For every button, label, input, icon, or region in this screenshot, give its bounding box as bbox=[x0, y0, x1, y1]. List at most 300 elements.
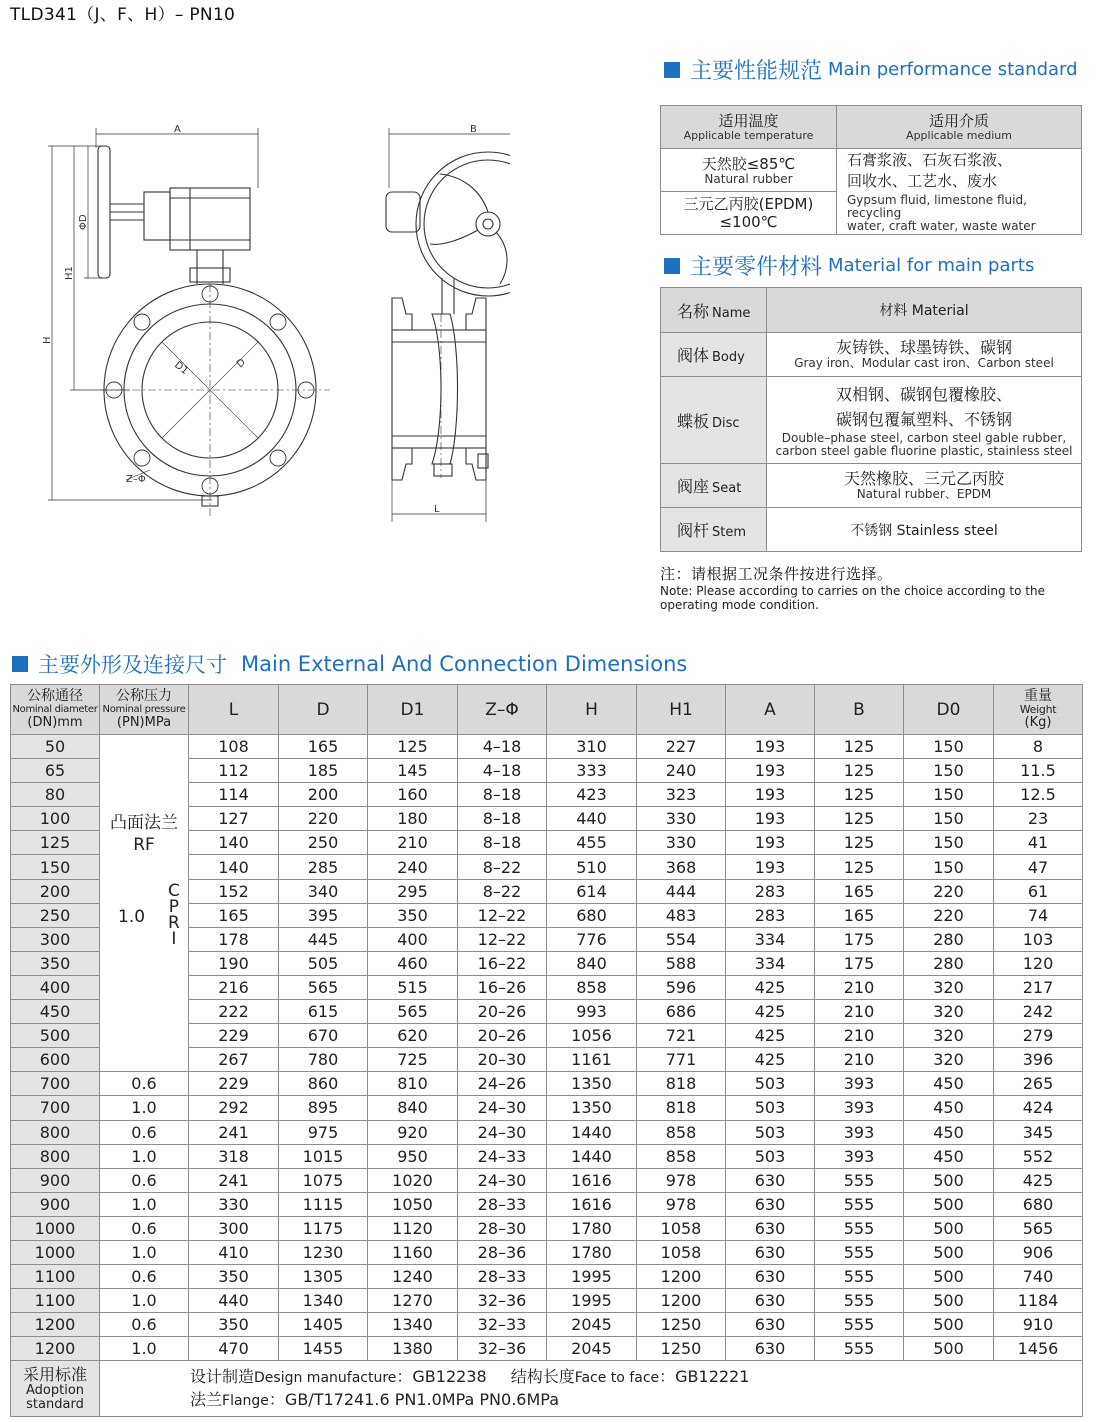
note-cn: 注：请根据工况条件按进行选择。 bbox=[660, 565, 893, 583]
table-row bbox=[11, 1120, 1083, 1144]
dim-cell: 12–22 bbox=[458, 903, 547, 927]
dim-cell: 470 bbox=[189, 1337, 279, 1361]
dim-cell: 310 bbox=[547, 735, 637, 759]
table-row bbox=[11, 1265, 1083, 1289]
pn-cell: 1.0 bbox=[100, 1192, 189, 1216]
dim-cell: 393 bbox=[815, 1096, 904, 1120]
dim-cell: 150 bbox=[904, 831, 994, 855]
dim-cell: 725 bbox=[368, 1048, 458, 1072]
dim-cell: 350 bbox=[189, 1313, 279, 1337]
header-weight-unit: (Kg) bbox=[1024, 715, 1052, 730]
dim-cell: 175 bbox=[815, 927, 904, 951]
dim-cell: 8–18 bbox=[458, 831, 547, 855]
dim-cell: 552 bbox=[994, 1144, 1083, 1168]
dim-cell: 500 bbox=[904, 1337, 994, 1361]
dim-cell: 818 bbox=[637, 1096, 726, 1120]
pn-cell: 1.0 bbox=[100, 1337, 189, 1361]
square-bullet-icon bbox=[664, 258, 680, 274]
dim-cell: 267 bbox=[189, 1048, 279, 1072]
part-name-cn: 阀体 bbox=[677, 346, 710, 365]
dim-cell: 505 bbox=[279, 951, 368, 975]
dim-cell: 16–22 bbox=[458, 951, 547, 975]
dim-cell: 1780 bbox=[547, 1240, 637, 1264]
header-z-phi: Z–Φ bbox=[458, 685, 547, 735]
dim-cell: 8–22 bbox=[458, 855, 547, 879]
dim-cell: 242 bbox=[994, 1000, 1083, 1024]
dim-cell: 596 bbox=[637, 975, 726, 999]
dim-cell: 630 bbox=[726, 1168, 815, 1192]
table-row bbox=[11, 1144, 1083, 1168]
temp-natural-rubber bbox=[661, 149, 837, 192]
dim-cell: 150 bbox=[904, 783, 994, 807]
adoption-cn: 采用标准 bbox=[22, 1364, 87, 1384]
footer-line-1 bbox=[190, 1366, 1082, 1389]
dim-cell: 858 bbox=[637, 1120, 726, 1144]
table-row bbox=[11, 1289, 1083, 1313]
dn-cell: 800 bbox=[11, 1144, 100, 1168]
dim-cell: 320 bbox=[904, 1000, 994, 1024]
dimensions-heading-en: Main External And Connection Dimensions bbox=[241, 652, 688, 676]
dim-cell: 614 bbox=[547, 879, 637, 903]
dim-cell: 330 bbox=[189, 1192, 279, 1216]
dim-cell: 555 bbox=[815, 1216, 904, 1240]
dim-cell: 220 bbox=[279, 807, 368, 831]
header-h: H bbox=[547, 685, 637, 735]
dn-cell: 700 bbox=[11, 1072, 100, 1096]
dim-cell: 1230 bbox=[279, 1240, 368, 1264]
perf-heading-en: Main performance standard bbox=[828, 59, 1078, 80]
dim-cell: 975 bbox=[279, 1120, 368, 1144]
dim-cell: 920 bbox=[368, 1120, 458, 1144]
part-material-stem: 不锈钢 Stainless steel bbox=[767, 508, 1082, 552]
dim-cell: 1440 bbox=[547, 1144, 637, 1168]
dim-cell: 28–33 bbox=[458, 1192, 547, 1216]
dim-cell: 1340 bbox=[279, 1289, 368, 1313]
temp-cn: 天然胶≤85℃ bbox=[701, 155, 796, 173]
part-name-cn: 阀杆 bbox=[677, 521, 710, 540]
dim-cell: 210 bbox=[815, 975, 904, 999]
dim-cell: 858 bbox=[637, 1144, 726, 1168]
dim-cell: 193 bbox=[726, 783, 815, 807]
table-row bbox=[11, 1072, 1083, 1096]
pn-cell: 0.6 bbox=[100, 1072, 189, 1096]
dim-cell: 193 bbox=[726, 759, 815, 783]
dim-cell: 2045 bbox=[547, 1313, 637, 1337]
dim-cell: 280 bbox=[904, 951, 994, 975]
dim-cell: 630 bbox=[726, 1240, 815, 1264]
dim-cell: 175 bbox=[815, 951, 904, 975]
dim-cell: 240 bbox=[637, 759, 726, 783]
dim-cell: 500 bbox=[904, 1289, 994, 1313]
dim-cell: 615 bbox=[279, 1000, 368, 1024]
dim-cell: 140 bbox=[189, 831, 279, 855]
perf-heading-cn: 主要性能规范 bbox=[690, 59, 823, 84]
pn-cell: 0.6 bbox=[100, 1120, 189, 1144]
dim-cell: 1995 bbox=[547, 1289, 637, 1313]
header-en: Applicable medium bbox=[906, 128, 1012, 142]
dim-cell: 978 bbox=[637, 1168, 726, 1192]
dn-cell: 350 bbox=[11, 951, 100, 975]
dim-cell: 425 bbox=[726, 1024, 815, 1048]
header-a: A bbox=[726, 685, 815, 735]
dim-cell: 1250 bbox=[637, 1337, 726, 1361]
dim-cell: 320 bbox=[904, 1024, 994, 1048]
dim-cell: 8 bbox=[994, 735, 1083, 759]
table-row bbox=[11, 1168, 1083, 1192]
dn-cell: 450 bbox=[11, 1000, 100, 1024]
dim-cell: 295 bbox=[368, 879, 458, 903]
medium-en-line1: Gypsum fluid, limestone fluid, recycling bbox=[847, 193, 1027, 220]
dim-cell: 1175 bbox=[279, 1216, 368, 1240]
dim-cell: 11.5 bbox=[994, 759, 1083, 783]
dim-cell: 740 bbox=[994, 1265, 1083, 1289]
dim-cell: 424 bbox=[994, 1096, 1083, 1120]
dim-label-d: D bbox=[234, 356, 248, 371]
material-cn: 天然橡胶、三元乙丙胶 bbox=[843, 469, 1004, 488]
dim-cell: 4–18 bbox=[458, 735, 547, 759]
dim-cell: 1200 bbox=[637, 1289, 726, 1313]
dim-cell: 1305 bbox=[279, 1265, 368, 1289]
dim-label-phid: ΦD bbox=[78, 214, 89, 230]
flange-val: ：GB/T17241.6 PN1.0MPa PN0.6MPa bbox=[268, 1389, 560, 1409]
dn-cell: 1000 bbox=[11, 1240, 100, 1264]
header-l: L bbox=[189, 685, 279, 735]
dim-cell: 450 bbox=[904, 1072, 994, 1096]
dn-cell: 1200 bbox=[11, 1313, 100, 1337]
dn-cell: 150 bbox=[11, 855, 100, 879]
header-weight bbox=[994, 685, 1083, 735]
dimensions-section-heading bbox=[12, 649, 687, 679]
dim-cell: 1340 bbox=[368, 1313, 458, 1337]
table-row bbox=[661, 106, 1082, 149]
dim-cell: 993 bbox=[547, 1000, 637, 1024]
dim-cell: 368 bbox=[637, 855, 726, 879]
dim-cell: 220 bbox=[904, 903, 994, 927]
dim-cell: 8–22 bbox=[458, 879, 547, 903]
dim-cell: 515 bbox=[368, 975, 458, 999]
part-name-en: Body bbox=[712, 350, 745, 365]
material-cn: 双相钢、碳钢包覆橡胶、 bbox=[835, 385, 1012, 404]
cpri-letter: C bbox=[168, 881, 180, 901]
dim-cell: 444 bbox=[637, 879, 726, 903]
dim-cell: 721 bbox=[637, 1024, 726, 1048]
dim-cell: 1455 bbox=[279, 1337, 368, 1361]
dim-label-a: A bbox=[174, 124, 181, 135]
dimensions-heading-cn: 主要外形及连接尺寸 bbox=[38, 653, 227, 677]
dim-cell: 1270 bbox=[368, 1289, 458, 1313]
dim-cell: 150 bbox=[904, 735, 994, 759]
footer-line-2 bbox=[190, 1389, 1082, 1412]
adoption-en-1: Adoption bbox=[25, 1382, 85, 1398]
dim-cell: 32–36 bbox=[458, 1337, 547, 1361]
dn-cell: 800 bbox=[11, 1120, 100, 1144]
dim-cell: 460 bbox=[368, 951, 458, 975]
perf-section-heading bbox=[664, 54, 1078, 85]
face-val: ：GB12221 bbox=[659, 1366, 750, 1386]
pn-cell: 1.0 bbox=[100, 1096, 189, 1120]
dim-cell: 180 bbox=[368, 807, 458, 831]
dim-cell: 125 bbox=[815, 783, 904, 807]
dim-cell: 265 bbox=[994, 1072, 1083, 1096]
dim-cell: 1616 bbox=[547, 1168, 637, 1192]
dim-cell: 503 bbox=[726, 1144, 815, 1168]
dim-cell: 503 bbox=[726, 1120, 815, 1144]
temp-epdm bbox=[661, 192, 837, 235]
dn-cell: 125 bbox=[11, 831, 100, 855]
dim-cell: 393 bbox=[815, 1144, 904, 1168]
cpri-letter: I bbox=[171, 929, 177, 949]
dim-cell: 503 bbox=[726, 1096, 815, 1120]
dim-cell: 320 bbox=[904, 975, 994, 999]
table-row bbox=[661, 508, 1082, 552]
material-en: Double–phase steel, carbon steel gable rubber, bbox=[781, 431, 1067, 445]
dn-cell: 200 bbox=[11, 879, 100, 903]
valve-drawings bbox=[40, 118, 510, 538]
medium-cell bbox=[837, 149, 1082, 235]
dim-cell: 450 bbox=[904, 1096, 994, 1120]
dim-cell: 1616 bbox=[547, 1192, 637, 1216]
cpri-letter: P bbox=[168, 897, 180, 917]
dn-cell: 1100 bbox=[11, 1265, 100, 1289]
dim-cell: 229 bbox=[189, 1072, 279, 1096]
flange-en: Flange bbox=[222, 1392, 269, 1409]
dim-cell: 12–22 bbox=[458, 927, 547, 951]
dim-cell: 20–26 bbox=[458, 1024, 547, 1048]
adoption-standard-values bbox=[100, 1361, 1083, 1417]
dim-cell: 350 bbox=[189, 1265, 279, 1289]
header-name bbox=[661, 288, 767, 333]
header-h1: H1 bbox=[637, 685, 726, 735]
table-row bbox=[661, 333, 1082, 377]
dim-cell: 318 bbox=[189, 1144, 279, 1168]
performance-table bbox=[660, 105, 1082, 235]
dim-cell: 555 bbox=[815, 1240, 904, 1264]
dim-cell: 330 bbox=[637, 807, 726, 831]
dim-cell: 292 bbox=[189, 1096, 279, 1120]
dim-cell: 500 bbox=[904, 1265, 994, 1289]
dim-cell: 8–18 bbox=[458, 807, 547, 831]
material-en: Natural rubber、EPDM bbox=[856, 487, 992, 501]
pn-cell: 1.0 bbox=[100, 1240, 189, 1264]
dim-cell: 393 bbox=[815, 1072, 904, 1096]
dim-cell: 1020 bbox=[368, 1168, 458, 1192]
dim-cell: 185 bbox=[279, 759, 368, 783]
dn-cell: 900 bbox=[11, 1192, 100, 1216]
part-name-body bbox=[661, 333, 767, 377]
dim-cell: 216 bbox=[189, 975, 279, 999]
part-name-en: Stem bbox=[712, 525, 747, 540]
dim-cell: 108 bbox=[189, 735, 279, 759]
dimensions-table bbox=[10, 684, 1083, 1417]
dim-cell: 503 bbox=[726, 1072, 815, 1096]
dn-cell: 1000 bbox=[11, 1216, 100, 1240]
dim-cell: 150 bbox=[904, 855, 994, 879]
dim-cell: 1058 bbox=[637, 1240, 726, 1264]
dim-cell: 500 bbox=[904, 1240, 994, 1264]
dim-cell: 393 bbox=[815, 1120, 904, 1144]
dim-cell: 28–36 bbox=[458, 1240, 547, 1264]
dim-cell: 1995 bbox=[547, 1265, 637, 1289]
face-en: Face to face bbox=[574, 1369, 660, 1386]
dim-cell: 125 bbox=[368, 735, 458, 759]
dim-cell: 323 bbox=[637, 783, 726, 807]
header-pn-unit: (PN)MPa bbox=[116, 715, 172, 730]
table-footer-row bbox=[11, 1361, 1083, 1417]
dim-cell: 160 bbox=[368, 783, 458, 807]
dim-cell: 895 bbox=[279, 1096, 368, 1120]
dim-cell: 47 bbox=[994, 855, 1083, 879]
note-en-line2: operating mode condition. bbox=[660, 598, 819, 612]
adoption-standard-label bbox=[11, 1361, 100, 1417]
dim-cell: 193 bbox=[726, 831, 815, 855]
dim-cell: 165 bbox=[815, 903, 904, 927]
selection-note bbox=[660, 564, 1090, 612]
part-name-disc bbox=[661, 377, 767, 464]
dim-cell: 227 bbox=[637, 735, 726, 759]
dim-cell: 500 bbox=[904, 1216, 994, 1240]
dim-cell: 120 bbox=[994, 951, 1083, 975]
material-cn: 碳钢包覆氟塑料、不锈钢 bbox=[835, 410, 1012, 429]
dim-cell: 165 bbox=[189, 903, 279, 927]
dim-cell: 28–30 bbox=[458, 1216, 547, 1240]
dim-cell: 114 bbox=[189, 783, 279, 807]
dim-cell: 630 bbox=[726, 1192, 815, 1216]
header-b: B bbox=[815, 685, 904, 735]
header-dn-en: Nominal diameter bbox=[12, 704, 98, 715]
header-material: 材料 Material bbox=[767, 288, 1082, 333]
dim-cell: 425 bbox=[726, 1048, 815, 1072]
dim-cell: 74 bbox=[994, 903, 1083, 927]
pn-merged-cell bbox=[100, 735, 189, 1072]
table-header-row bbox=[11, 685, 1083, 735]
dim-cell: 1058 bbox=[637, 1216, 726, 1240]
pn-value: 1.0 bbox=[118, 907, 146, 927]
temp-en: Natural rubber bbox=[704, 172, 793, 186]
dim-cell: 285 bbox=[279, 855, 368, 879]
dim-cell: 24–30 bbox=[458, 1168, 547, 1192]
face-cn: 结构长度 bbox=[510, 1366, 575, 1386]
dim-label-zphi: Z–Φ bbox=[126, 474, 146, 485]
dim-cell: 345 bbox=[994, 1120, 1083, 1144]
dim-cell: 423 bbox=[547, 783, 637, 807]
dim-cell: 1440 bbox=[547, 1120, 637, 1144]
dn-cell: 400 bbox=[11, 975, 100, 999]
dim-cell: 395 bbox=[279, 903, 368, 927]
dim-cell: 24–26 bbox=[458, 1072, 547, 1096]
dim-cell: 670 bbox=[279, 1024, 368, 1048]
dim-cell: 620 bbox=[368, 1024, 458, 1048]
dn-cell: 1100 bbox=[11, 1289, 100, 1313]
header-cn: 适用温度 bbox=[718, 111, 779, 130]
dim-cell: 24–30 bbox=[458, 1096, 547, 1120]
table-row bbox=[11, 1216, 1083, 1240]
table-row bbox=[661, 464, 1082, 508]
dim-cell: 1200 bbox=[637, 1265, 726, 1289]
dim-cell: 555 bbox=[815, 1168, 904, 1192]
header-dn-unit: (DN)mm bbox=[27, 715, 83, 730]
dim-cell: 510 bbox=[547, 855, 637, 879]
header-d0: D0 bbox=[904, 685, 994, 735]
dim-cell: 440 bbox=[189, 1289, 279, 1313]
dim-cell: 140 bbox=[189, 855, 279, 879]
dn-cell: 900 bbox=[11, 1168, 100, 1192]
dim-cell: 1380 bbox=[368, 1337, 458, 1361]
dim-cell: 978 bbox=[637, 1192, 726, 1216]
dim-cell: 1161 bbox=[547, 1048, 637, 1072]
dim-cell: 190 bbox=[189, 951, 279, 975]
material-en: Gray iron、Modular cast iron、Carbon steel bbox=[794, 356, 1054, 370]
design-val: ：GB12238 bbox=[396, 1366, 487, 1386]
table-row bbox=[11, 1192, 1083, 1216]
dim-cell: 125 bbox=[815, 807, 904, 831]
dim-cell: 400 bbox=[368, 927, 458, 951]
dim-cell: 220 bbox=[904, 879, 994, 903]
dim-cell: 680 bbox=[547, 903, 637, 927]
dim-cell: 283 bbox=[726, 879, 815, 903]
dim-cell: 210 bbox=[815, 1024, 904, 1048]
dim-cell: 24–30 bbox=[458, 1120, 547, 1144]
header-name-cn: 名称 bbox=[677, 301, 710, 321]
dim-cell: 771 bbox=[637, 1048, 726, 1072]
adoption-en-2: standard bbox=[26, 1396, 84, 1412]
dim-label-d1: D1 bbox=[172, 359, 191, 378]
dim-cell: 300 bbox=[189, 1216, 279, 1240]
header-en: Applicable temperature bbox=[683, 128, 814, 142]
dim-cell: 125 bbox=[815, 759, 904, 783]
dn-cell: 250 bbox=[11, 903, 100, 927]
dimensions-table-body bbox=[11, 735, 1083, 1361]
temp-cn-2: ≤100℃ bbox=[719, 213, 778, 231]
part-name-en: Disc bbox=[712, 415, 740, 431]
dim-cell: 200 bbox=[279, 783, 368, 807]
dim-cell: 840 bbox=[547, 951, 637, 975]
header-medium bbox=[837, 106, 1082, 149]
dim-cell: 178 bbox=[189, 927, 279, 951]
dim-cell: 279 bbox=[994, 1024, 1083, 1048]
dim-cell: 500 bbox=[904, 1168, 994, 1192]
dim-cell: 630 bbox=[726, 1265, 815, 1289]
dim-cell: 1115 bbox=[279, 1192, 368, 1216]
dim-cell: 810 bbox=[368, 1072, 458, 1096]
part-name-seat bbox=[661, 464, 767, 508]
dim-cell: 4–18 bbox=[458, 759, 547, 783]
part-name-stem bbox=[661, 508, 767, 552]
medium-cn-line2: 回收水、工艺水、废水 bbox=[847, 172, 998, 190]
dim-cell: 210 bbox=[368, 831, 458, 855]
dim-cell: 555 bbox=[815, 1313, 904, 1337]
dim-cell: 193 bbox=[726, 855, 815, 879]
dim-cell: 1056 bbox=[547, 1024, 637, 1048]
pn-cell: 0.6 bbox=[100, 1216, 189, 1240]
dim-cell: 630 bbox=[726, 1216, 815, 1240]
material-section-heading bbox=[664, 250, 1034, 281]
header-weight-en: Weight bbox=[1019, 703, 1057, 716]
header-name-en: Name bbox=[712, 305, 751, 321]
dim-cell: 20–30 bbox=[458, 1048, 547, 1072]
dim-cell: 910 bbox=[994, 1313, 1083, 1337]
header-pn bbox=[100, 685, 189, 735]
dim-cell: 860 bbox=[279, 1072, 368, 1096]
dim-cell: 2045 bbox=[547, 1337, 637, 1361]
dim-cell: 165 bbox=[815, 879, 904, 903]
dim-cell: 241 bbox=[189, 1168, 279, 1192]
dim-cell: 1050 bbox=[368, 1192, 458, 1216]
dim-cell: 334 bbox=[726, 951, 815, 975]
dim-cell: 150 bbox=[904, 807, 994, 831]
dim-cell: 125 bbox=[815, 831, 904, 855]
table-row bbox=[11, 1313, 1083, 1337]
dim-cell: 152 bbox=[189, 879, 279, 903]
